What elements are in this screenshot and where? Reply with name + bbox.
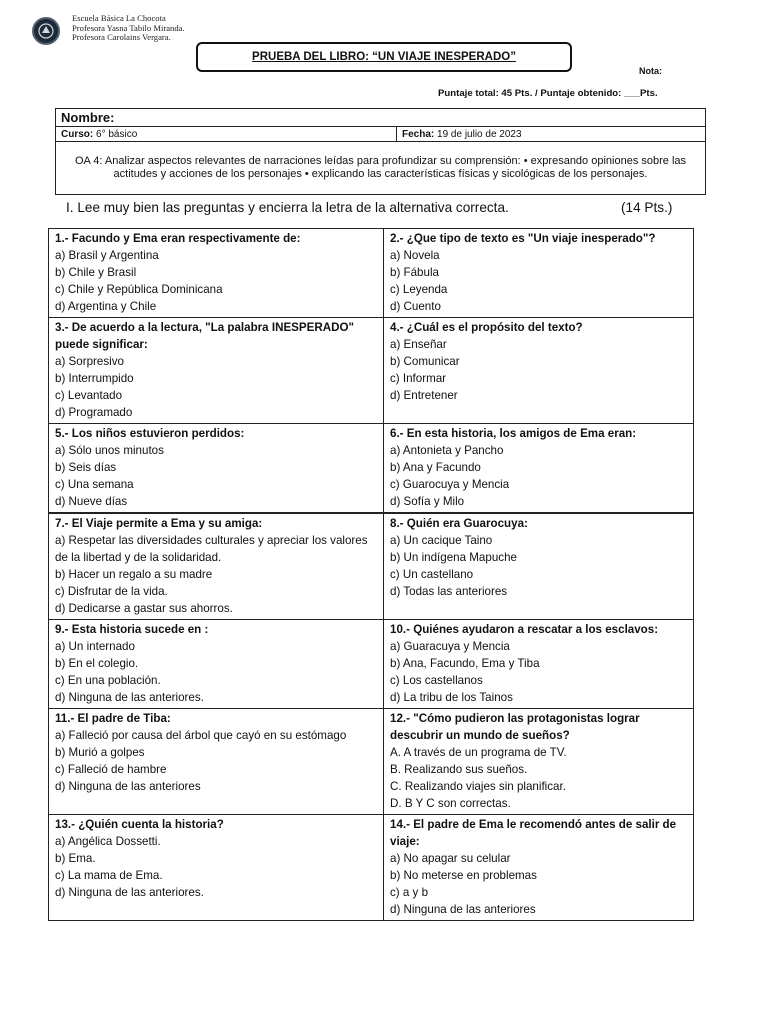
question-cell — [384, 709, 694, 815]
question-text: 12.- "Cómo pudieron las protagonistas lograr descubrir un mundo de sueños? — [390, 712, 640, 742]
learning-objective: OA 4: Analizar aspectos relevantes de narraciones leídas para profundizar su comprensión: • expresando opiniones sobre las actitudes y acciones de los personajes • explicando las características físicas y sicológicas de los personajes. — [56, 142, 706, 195]
date-label: Fecha: — [402, 128, 435, 140]
question-text: 14.- El padre de Ema le recomendó antes de salir de viaje: — [390, 818, 677, 848]
answer-option[interactable]: a) Angélica Dossetti. — [55, 835, 161, 848]
answer-option[interactable]: b) Seis días — [55, 461, 117, 474]
question-text: 5.- Los niños estuvieron perdidos: — [55, 427, 245, 440]
answer-option[interactable]: c) Los castellanos — [390, 674, 483, 687]
answer-option[interactable]: a) Sorpresivo — [55, 355, 124, 368]
question-cell — [49, 815, 384, 921]
question-row — [49, 709, 694, 815]
answer-option[interactable]: a) Un internado — [55, 640, 135, 653]
question-text: 8.- Quién era Guarocuya: — [390, 517, 528, 530]
answer-option[interactable]: c) Un castellano — [390, 568, 474, 581]
answer-option[interactable]: c) Disfrutar de la vida. — [55, 585, 168, 598]
answer-option[interactable]: d) Nueve días — [55, 495, 128, 508]
answer-option[interactable]: d) Ninguna de las anteriores. — [55, 691, 204, 704]
answer-option[interactable]: D. B Y C son correctas. — [390, 797, 511, 810]
question-cell — [384, 318, 694, 424]
answer-option[interactable]: b) Un indígena Mapuche — [390, 551, 517, 564]
teacher-2: Profesora Carolains Vergara. — [72, 32, 171, 43]
course-cell — [56, 127, 397, 142]
answer-option[interactable]: b) Chile y Brasil — [55, 266, 137, 279]
answer-option[interactable]: d) Ninguna de las anteriores — [390, 903, 536, 916]
answer-option[interactable]: d) Ninguna de las anteriores — [55, 780, 201, 793]
answer-option[interactable]: a) Brasil y Argentina — [55, 249, 159, 262]
answer-option[interactable]: c) Chile y República Dominicana — [55, 283, 223, 296]
question-cell — [384, 815, 694, 921]
answer-option[interactable]: c) Falleció de hambre — [55, 763, 167, 776]
answer-option[interactable]: c) a y b — [390, 886, 429, 899]
question-text: 11.- El padre de Tiba: — [55, 712, 171, 725]
question-cell — [384, 514, 694, 620]
question-row — [49, 229, 694, 318]
question-cell — [49, 318, 384, 424]
questions-table-2 — [48, 513, 694, 921]
answer-option[interactable]: b) Ema. — [55, 852, 96, 865]
answer-option[interactable]: c) En una población. — [55, 674, 161, 687]
answer-option[interactable]: b) En el colegio. — [55, 657, 139, 670]
question-row — [49, 318, 694, 424]
date-value: 19 de julio de 2023 — [434, 128, 522, 140]
question-text: 9.- Esta historia sucede en : — [55, 623, 209, 636]
answer-option[interactable]: b) Ana y Facundo — [390, 461, 481, 474]
answer-option[interactable]: d) Argentina y Chile — [55, 300, 157, 313]
answer-option[interactable]: c) Guarocuya y Mencia — [390, 478, 510, 491]
answer-option[interactable]: d) Cuento — [390, 300, 441, 313]
question-cell — [49, 424, 384, 513]
course-value: 6° básico — [93, 128, 138, 140]
question-text: 7.- El Viaje permite a Ema y su amiga: — [55, 517, 263, 530]
answer-option[interactable]: c) Una semana — [55, 478, 134, 491]
answer-option[interactable]: d) Ninguna de las anteriores. — [55, 886, 204, 899]
question-text: 6.- En esta historia, los amigos de Ema eran: — [390, 427, 637, 440]
question-cell — [384, 424, 694, 513]
question-row — [49, 620, 694, 709]
question-cell — [49, 514, 384, 620]
questions-table-1 — [48, 228, 694, 513]
answer-option[interactable]: b) Comunicar — [390, 355, 460, 368]
answer-option[interactable]: c) Leyenda — [390, 283, 448, 296]
course-label: Curso: — [61, 128, 94, 140]
answer-option[interactable]: c) Informar — [390, 372, 447, 385]
answer-option[interactable]: b) Hacer un regalo a su madre — [55, 568, 213, 581]
answer-option[interactable]: b) Interrumpido — [55, 372, 134, 385]
student-info-table — [55, 108, 706, 195]
date-cell — [397, 127, 706, 142]
question-row — [49, 424, 694, 513]
question-cell — [49, 620, 384, 709]
school-logo — [32, 17, 60, 45]
answer-option[interactable]: a) Falleció por causa del árbol que cayó en su estómago — [55, 729, 347, 742]
answer-option[interactable]: b) Fábula — [390, 266, 439, 279]
question-text: 13.- ¿Quién cuenta la historia? — [55, 818, 224, 831]
name-field: Nombre: — [56, 109, 706, 127]
answer-option[interactable]: a) Sólo unos minutos — [55, 444, 164, 457]
test-title: PRUEBA DEL LIBRO: “UN VIAJE INESPERADO” — [196, 42, 572, 72]
question-text: 3.- De acuerdo a la lectura, "La palabra INESPERADO" puede significar: — [55, 321, 355, 351]
answer-option[interactable]: a) Respetar las diversidades culturales y apreciar los valores de la libertad y de la solidaridad. — [55, 534, 368, 564]
answer-option[interactable]: c) Levantado — [55, 389, 123, 402]
answer-option[interactable]: a) Novela — [390, 249, 440, 262]
instructions-points: (14 Pts.) — [621, 200, 673, 215]
question-text: 10.- Quiénes ayudaron a rescatar a los esclavos: — [390, 623, 659, 636]
question-cell — [384, 620, 694, 709]
school-header — [72, 14, 185, 43]
question-cell — [49, 709, 384, 815]
answer-option[interactable]: B. Realizando sus sueños. — [390, 763, 528, 776]
question-row — [49, 815, 694, 921]
question-row — [49, 514, 694, 620]
question-cell — [384, 229, 694, 318]
answer-option[interactable]: c) La mama de Ema. — [55, 869, 163, 882]
answer-option[interactable]: d) Sofía y Milo — [390, 495, 465, 508]
question-text: 1.- Facundo y Ema eran respectivamente de: — [55, 232, 301, 245]
answer-option[interactable]: d) Dedicarse a gastar sus ahorros. — [55, 602, 233, 615]
instructions: I. Lee muy bien las preguntas y encierra la letra de la alternativa correcta. — [66, 200, 509, 215]
school-crest-icon — [36, 21, 56, 41]
answer-option[interactable]: a) Enseñar — [390, 338, 447, 351]
answer-option[interactable]: b) No meterse en problemas — [390, 869, 537, 882]
question-cell — [49, 229, 384, 318]
answer-option[interactable]: a) Un cacique Taino — [390, 534, 493, 547]
school-name: Escuela Básica La Chocota — [72, 13, 166, 23]
grade-label: Nota: — [639, 66, 662, 76]
question-text: 4.- ¿Cuál es el propósito del texto? — [390, 321, 583, 334]
answer-option[interactable]: a) Guaracuya y Mencia — [390, 640, 510, 653]
teacher-1: Profesora Yasna Tabilo Miranda. — [72, 22, 185, 33]
score-line: Puntaje total: 45 Pts. / Puntaje obtenido: ___Pts. — [438, 88, 658, 99]
answer-option[interactable]: b) Murió a golpes — [55, 746, 145, 759]
answer-option[interactable]: A. A través de un programa de TV. — [390, 746, 567, 759]
answer-option[interactable]: d) Entretener — [390, 389, 458, 402]
answer-option[interactable]: a) Antonieta y Pancho — [390, 444, 504, 457]
answer-option[interactable]: C. Realizando viajes sin planificar. — [390, 780, 566, 793]
answer-option[interactable]: d) La tribu de los Tainos — [390, 691, 513, 704]
answer-option[interactable]: d) Programado — [55, 406, 133, 419]
answer-option[interactable]: a) No apagar su celular — [390, 852, 511, 865]
answer-option[interactable]: b) Ana, Facundo, Ema y Tiba — [390, 657, 540, 670]
question-text: 2.- ¿Que tipo de texto es "Un viaje inesperado"? — [390, 232, 656, 245]
answer-option[interactable]: d) Todas las anteriores — [390, 585, 508, 598]
